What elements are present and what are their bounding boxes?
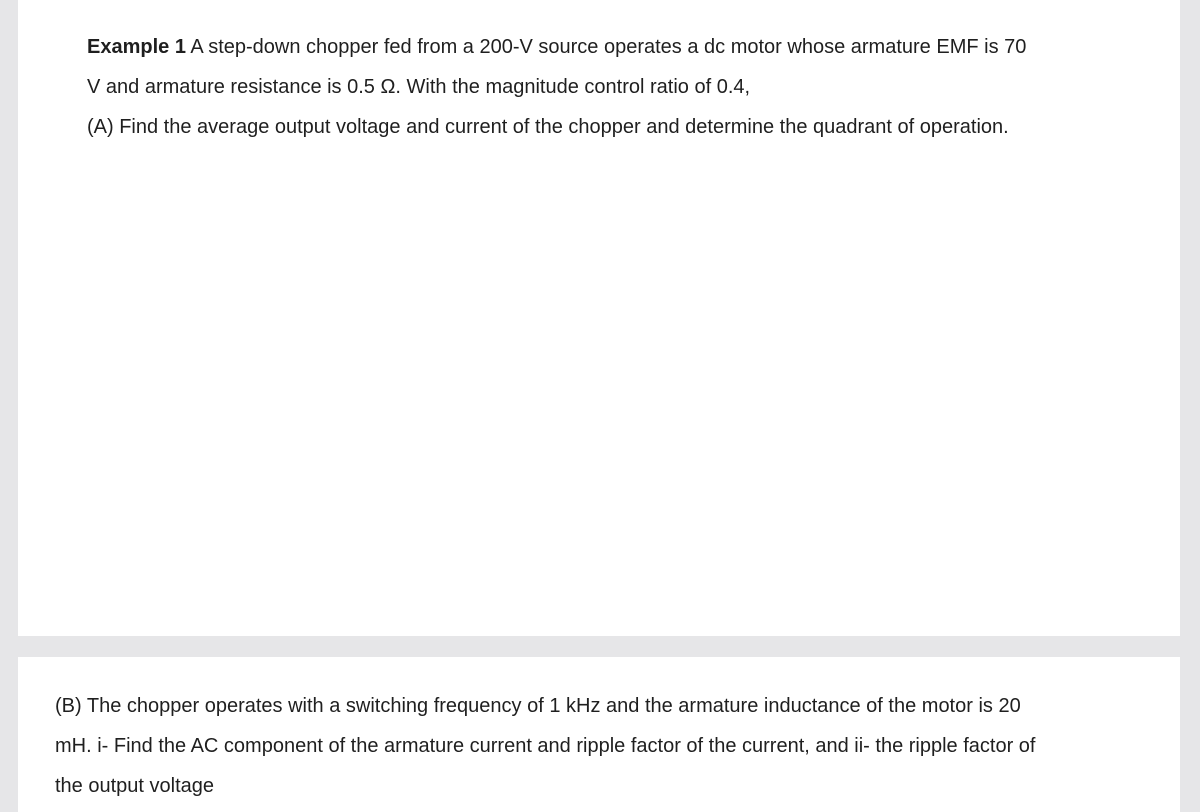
part-b-statement	[55, 686, 1145, 806]
part-b-card	[18, 657, 1180, 812]
part-a-question: (A) Find the average output voltage and current of the chopper and determine the quadrant of operation.	[87, 116, 1009, 138]
part-b-line-2: mH. i- Find the AC component of the armature current and ripple factor of the current, and ii- the ripple factor of	[55, 735, 1036, 757]
problem-line-1-text: A step-down chopper fed from a 200-V source operates a dc motor whose armature EMF is 70	[185, 36, 1027, 58]
problem-line-2: V and armature resistance is 0.5 Ω. With the magnitude control ratio of 0.4,	[87, 76, 751, 98]
problem-statement	[87, 27, 1137, 147]
problem-line-1	[87, 27, 1137, 67]
part-b-line-3: the output voltage	[55, 775, 215, 797]
part-b-line-1: (B) The chopper operates with a switching frequency of 1 kHz and the armature inductance of the motor is 20	[55, 695, 1021, 717]
example-heading: Example 1	[87, 36, 186, 58]
problem-card	[18, 0, 1180, 636]
